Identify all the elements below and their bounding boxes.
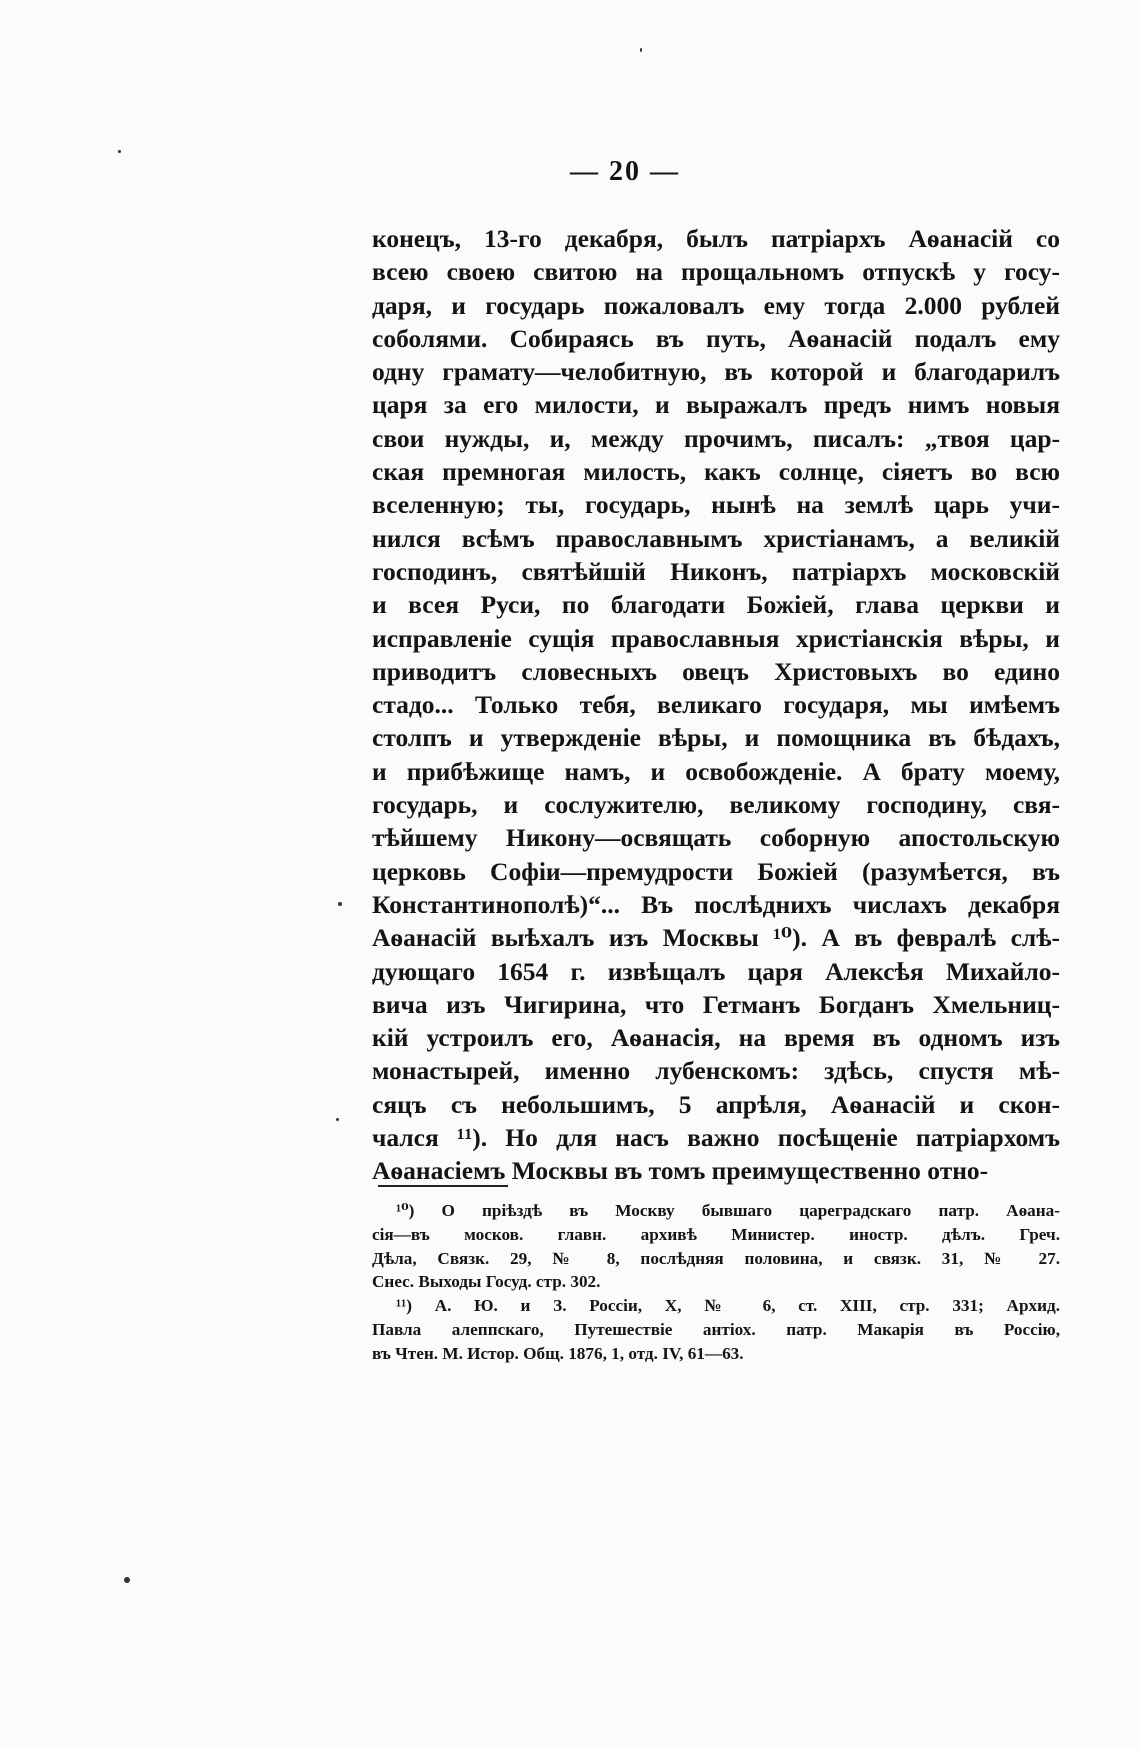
text-line: государь, и сослужителю, великому господину, свя- — [372, 790, 1060, 820]
scan-speck — [338, 902, 342, 906]
footnote-line: Павла алеппскаго, Путешествіе антіох. патр. Макарія въ Россію, — [372, 1319, 1060, 1339]
footnote-line: сія—въ москов. главн. архивѣ Министер. иностр. дѣлъ. Греч. — [372, 1224, 1060, 1244]
footnote-line: ¹⁰) О пріѣздѣ въ Москву бывшаго цареградскаго патр. Аѳана- — [396, 1201, 1060, 1220]
footnote-line: Снес. Выходы Госуд. стр. 302. — [372, 1272, 601, 1292]
footnote-line: въ Чтен. М. Истор. Общ. 1876, 1, отд. IV, 61—63. — [372, 1343, 744, 1363]
text-line: исправленіе сущія православныя христіанскія вѣры, и — [372, 623, 1060, 653]
text-line: ская премногая милость, какъ солнце, сіяетъ во всю — [372, 457, 1060, 487]
text-line: нился всѣмъ православнымъ христіанамъ, а великій — [372, 523, 1060, 553]
text-line: церковь Софіи—премудрости Божіей (разумѣется, въ — [372, 856, 1060, 886]
text-line: всею своею свитою на прощальномъ отпускѣ у госу- — [372, 257, 1060, 287]
text-line: вселенную; ты, государь, нынѣ на землѣ царь учи- — [372, 490, 1060, 520]
text-line: даря, и государь пожаловалъ ему тогда 2.000 рублей — [372, 290, 1060, 320]
text-line: Константинополѣ)“... Въ послѣднихъ числахъ декабря — [372, 889, 1060, 919]
scan-speck — [124, 1577, 130, 1583]
footnote-separator — [378, 1185, 508, 1187]
text-line: столпъ и утвержденіе вѣры, и помощника въ бѣдахъ, — [372, 723, 1060, 753]
text-line: конецъ, 13-го декабря, былъ патріархъ Аѳанасій со — [372, 224, 1060, 253]
text-line: тѣйшему Никону—освящать соборную апостольскую — [372, 823, 1060, 853]
scan-speck — [118, 150, 121, 153]
text-line: дующаго 1654 г. извѣщалъ царя Алексѣя Михайло- — [372, 956, 1060, 986]
text-line: монастырей, именно лубенскомъ: здѣсь, спустя мѣ- — [372, 1056, 1060, 1086]
scan-speck — [640, 48, 642, 52]
footnote-line: ¹¹) А. Ю. и З. Россіи, X, № 6, ст. XIII, стр. 331; Архид. — [396, 1296, 1060, 1316]
text-line: царя за его милости, и выражалъ предъ нимъ новыя — [372, 390, 1060, 420]
text-line: одну грамату—челобитную, въ которой и благодарилъ — [372, 357, 1060, 387]
text-line: сяцъ съ небольшимъ, 5 апрѣля, Аѳанасій и скон- — [372, 1089, 1060, 1119]
text-line: стадо... Только тебя, великаго государя, мы имѣемъ — [372, 690, 1060, 720]
footnotes — [372, 1199, 1060, 1366]
text-line: господинъ, святѣйшій Никонъ, патріархъ московскій — [372, 556, 1060, 586]
page-number-text: — 20 — — [570, 156, 680, 187]
text-line: свои нужды, и, между прочимъ, писалъ: „твоя цар- — [372, 423, 1060, 453]
text-line: чался ¹¹). Но для насъ важно посѣщеніе патріархомъ — [372, 1123, 1060, 1153]
text-line: соболями. Собираясь въ путь, Аѳанасій подалъ ему — [372, 323, 1060, 353]
text-line: вича изъ Чигирина, что Гетманъ Богданъ Хмельниц- — [372, 989, 1060, 1019]
text-line: кій устроилъ его, Аѳанасія, на время въ одномъ изъ — [372, 1023, 1060, 1053]
body-text — [372, 222, 1060, 1188]
scan-speck — [336, 1118, 339, 1121]
text-line: Аѳанасіемъ Москвы въ томъ преимущественно отно- — [372, 1156, 989, 1186]
text-line: и всея Руси, по благодати Божіей, глава церкви и — [372, 590, 1060, 620]
footnote — [372, 1199, 1060, 1294]
page-number — [0, 156, 1140, 188]
text-line: Аѳанасій выѣхалъ изъ Москвы ¹⁰). А въ февралѣ слѣ- — [372, 923, 1060, 953]
footnote-line: Дѣла, Связк. 29, № 8, послѣдняя половина, и связк. 31, № 27. — [372, 1248, 1060, 1268]
text-line: и прибѣжище намъ, и освобожденіе. А брату моему, — [372, 756, 1060, 786]
footnote — [372, 1294, 1060, 1365]
text-line: приводитъ словесныхъ овецъ Христовыхъ во едино — [372, 656, 1060, 686]
